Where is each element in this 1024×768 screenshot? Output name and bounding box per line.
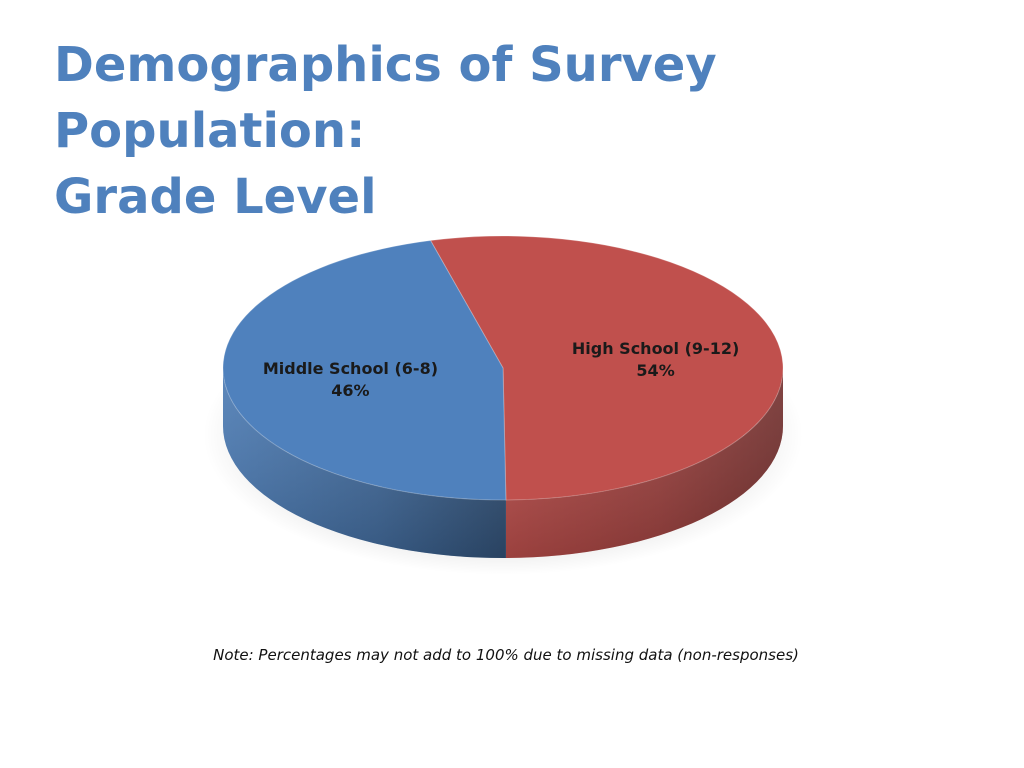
title-line-1: Demographics of Survey Population:: [54, 37, 717, 159]
footnote: Note: Percentages may not add to 100% due to missing data (non-responses): [213, 646, 799, 664]
title-line-2: Grade Level: [54, 169, 377, 225]
slice-value-high-school: 54%: [636, 361, 675, 381]
slice-value-middle-school: 46%: [331, 380, 370, 400]
slice-label-high-school: High School (9-12): [571, 339, 740, 359]
slice-label-middle-school: Middle School (6-8): [262, 358, 439, 378]
